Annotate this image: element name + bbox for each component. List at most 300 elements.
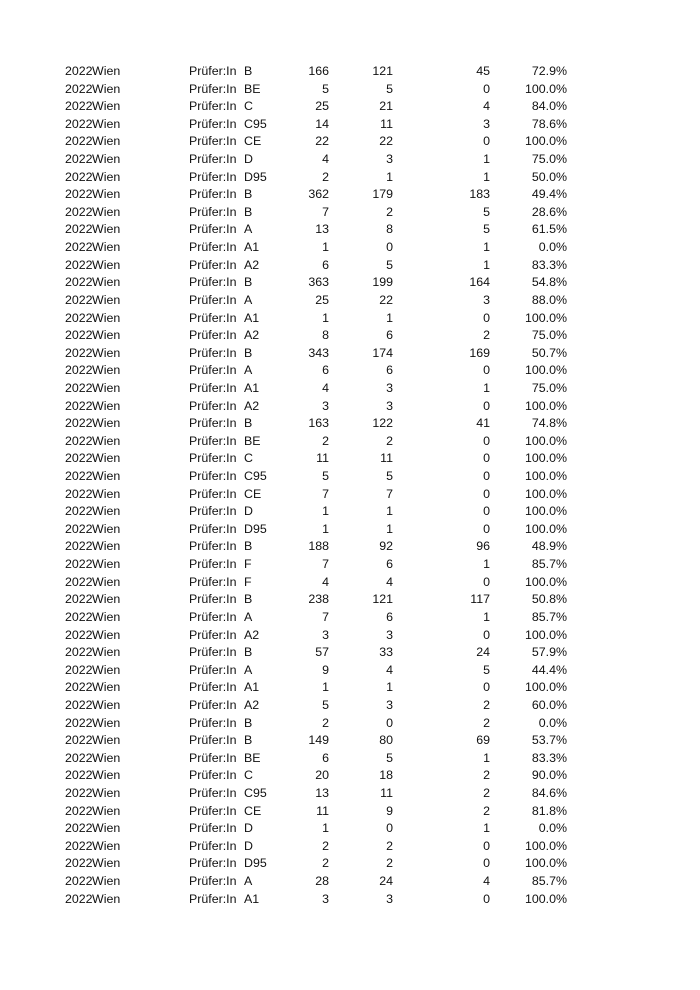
location-cell: Wien bbox=[92, 204, 121, 219]
class-cell: B bbox=[244, 275, 253, 290]
location-cell: Wien bbox=[92, 116, 121, 131]
year-cell: 2022 bbox=[65, 363, 93, 378]
class-cell: B bbox=[244, 416, 253, 431]
passed-cell: 11 bbox=[380, 116, 393, 131]
location-cell: Wien bbox=[92, 222, 121, 237]
passed-cell: 4 bbox=[386, 662, 393, 677]
location-cell: Wien bbox=[92, 557, 121, 572]
pass-rate-cell: 0.0% bbox=[538, 240, 567, 255]
location-cell: Wien bbox=[92, 169, 121, 184]
pass-rate-cell: 100.0% bbox=[524, 680, 567, 695]
pass-rate-cell: 83.3% bbox=[531, 750, 567, 765]
year-cell: 2022 bbox=[65, 645, 93, 660]
pass-rate-cell: 100.0% bbox=[524, 363, 567, 378]
total-cell: 4 bbox=[322, 152, 329, 167]
passed-cell: 5 bbox=[386, 81, 393, 96]
examiner-cell: Prüfer:In bbox=[189, 345, 237, 360]
examiner-cell: Prüfer:In bbox=[189, 803, 237, 818]
passed-cell: 3 bbox=[386, 152, 393, 167]
table-row bbox=[0, 767, 700, 785]
location-cell: Wien bbox=[92, 592, 121, 607]
total-cell: 57 bbox=[315, 645, 329, 660]
failed-cell: 3 bbox=[483, 292, 490, 307]
failed-cell: 24 bbox=[476, 645, 490, 660]
passed-cell: 3 bbox=[386, 891, 393, 906]
examiner-cell: Prüfer:In bbox=[189, 433, 237, 448]
failed-cell: 0 bbox=[483, 469, 490, 484]
pass-rate-cell: 60.0% bbox=[531, 697, 567, 712]
location-cell: Wien bbox=[92, 768, 121, 783]
class-cell: D95 bbox=[244, 856, 267, 871]
year-cell: 2022 bbox=[65, 627, 93, 642]
total-cell: 2 bbox=[322, 838, 329, 853]
failed-cell: 0 bbox=[483, 504, 490, 519]
pass-rate-cell: 85.7% bbox=[531, 609, 567, 624]
failed-cell: 5 bbox=[483, 222, 490, 237]
passed-cell: 6 bbox=[386, 328, 393, 343]
year-cell: 2022 bbox=[65, 574, 93, 589]
class-cell: F bbox=[244, 574, 252, 589]
class-cell: A bbox=[244, 609, 253, 624]
passed-cell: 199 bbox=[372, 275, 393, 290]
class-cell: B bbox=[244, 733, 253, 748]
location-cell: Wien bbox=[92, 662, 121, 677]
examiner-cell: Prüfer:In bbox=[189, 874, 237, 889]
passed-cell: 11 bbox=[380, 451, 393, 466]
location-cell: Wien bbox=[92, 64, 121, 78]
examiner-cell: Prüfer:In bbox=[189, 469, 237, 484]
passed-cell: 22 bbox=[379, 134, 393, 149]
year-cell: 2022 bbox=[65, 433, 93, 448]
table-row bbox=[0, 81, 700, 99]
total-cell: 1 bbox=[322, 821, 329, 836]
examiner-cell: Prüfer:In bbox=[189, 627, 237, 642]
passed-cell: 174 bbox=[372, 345, 393, 360]
location-cell: Wien bbox=[92, 609, 121, 624]
location-cell: Wien bbox=[92, 715, 121, 730]
total-cell: 13 bbox=[315, 222, 329, 237]
pass-rate-cell: 83.3% bbox=[531, 257, 567, 272]
examiner-cell: Prüfer:In bbox=[189, 416, 237, 431]
pass-rate-cell: 74.8% bbox=[531, 416, 567, 431]
total-cell: 1 bbox=[322, 680, 329, 695]
class-cell: A2 bbox=[244, 257, 260, 272]
total-cell: 14 bbox=[315, 116, 329, 131]
class-cell: D bbox=[244, 152, 253, 167]
passed-cell: 1 bbox=[386, 504, 393, 519]
pass-rate-cell: 100.0% bbox=[524, 469, 567, 484]
pass-rate-cell: 88.0% bbox=[531, 292, 567, 307]
pass-rate-cell: 81.8% bbox=[531, 803, 567, 818]
location-cell: Wien bbox=[92, 152, 121, 167]
failed-cell: 0 bbox=[483, 310, 490, 325]
location-cell: Wien bbox=[92, 363, 121, 378]
table-row bbox=[0, 732, 700, 750]
table-row bbox=[0, 503, 700, 521]
class-cell: B bbox=[244, 187, 253, 202]
total-cell: 238 bbox=[308, 592, 329, 607]
passed-cell: 2 bbox=[386, 204, 393, 219]
table-row bbox=[0, 380, 700, 398]
failed-cell: 41 bbox=[476, 416, 490, 431]
table-row bbox=[0, 468, 700, 486]
table-row bbox=[0, 398, 700, 416]
total-cell: 5 bbox=[322, 81, 329, 96]
class-cell: D95 bbox=[244, 521, 267, 536]
location-cell: Wien bbox=[92, 328, 121, 343]
class-cell: A bbox=[244, 662, 253, 677]
passed-cell: 6 bbox=[386, 557, 393, 572]
year-cell: 2022 bbox=[65, 204, 93, 219]
examiner-cell: Prüfer:In bbox=[189, 99, 237, 114]
year-cell: 2022 bbox=[65, 187, 93, 202]
class-cell: BE bbox=[244, 433, 261, 448]
passed-cell: 0 bbox=[386, 715, 393, 730]
examiner-cell: Prüfer:In bbox=[189, 504, 237, 519]
year-cell: 2022 bbox=[65, 715, 93, 730]
total-cell: 6 bbox=[322, 363, 329, 378]
examiner-cell: Prüfer:In bbox=[189, 134, 237, 149]
class-cell: C95 bbox=[244, 116, 267, 131]
table-row bbox=[0, 133, 700, 151]
year-cell: 2022 bbox=[65, 557, 93, 572]
class-cell: B bbox=[244, 345, 253, 360]
class-cell: B bbox=[244, 64, 253, 78]
passed-cell: 5 bbox=[386, 257, 393, 272]
examiner-cell: Prüfer:In bbox=[189, 451, 237, 466]
examiner-cell: Prüfer:In bbox=[189, 539, 237, 554]
class-cell: D bbox=[244, 821, 253, 836]
failed-cell: 0 bbox=[483, 891, 490, 906]
class-cell: B bbox=[244, 204, 253, 219]
year-cell: 2022 bbox=[65, 134, 93, 149]
year-cell: 2022 bbox=[65, 821, 93, 836]
location-cell: Wien bbox=[92, 627, 121, 642]
passed-cell: 0 bbox=[386, 240, 393, 255]
examiner-cell: Prüfer:In bbox=[189, 697, 237, 712]
total-cell: 163 bbox=[308, 416, 329, 431]
total-cell: 363 bbox=[308, 275, 329, 290]
table-row bbox=[0, 169, 700, 187]
pass-rate-cell: 100.0% bbox=[524, 486, 567, 501]
failed-cell: 1 bbox=[483, 257, 490, 272]
examiner-cell: Prüfer:In bbox=[189, 733, 237, 748]
year-cell: 2022 bbox=[65, 486, 93, 501]
pass-rate-cell: 0.0% bbox=[538, 821, 567, 836]
year-cell: 2022 bbox=[65, 81, 93, 96]
year-cell: 2022 bbox=[65, 275, 93, 290]
passed-cell: 21 bbox=[379, 99, 393, 114]
location-cell: Wien bbox=[92, 574, 121, 589]
passed-cell: 6 bbox=[386, 363, 393, 378]
passed-cell: 3 bbox=[386, 398, 393, 413]
passed-cell: 1 bbox=[386, 680, 393, 695]
pass-rate-cell: 28.6% bbox=[531, 204, 567, 219]
passed-cell: 18 bbox=[379, 768, 393, 783]
pass-rate-cell: 53.7% bbox=[531, 733, 567, 748]
examiner-cell: Prüfer:In bbox=[189, 592, 237, 607]
pass-rate-cell: 100.0% bbox=[524, 574, 567, 589]
failed-cell: 2 bbox=[483, 328, 490, 343]
location-cell: Wien bbox=[92, 469, 121, 484]
year-cell: 2022 bbox=[65, 838, 93, 853]
examiner-cell: Prüfer:In bbox=[189, 768, 237, 783]
year-cell: 2022 bbox=[65, 310, 93, 325]
year-cell: 2022 bbox=[65, 874, 93, 889]
class-cell: C bbox=[244, 451, 253, 466]
pass-rate-cell: 50.0% bbox=[531, 169, 567, 184]
location-cell: Wien bbox=[92, 292, 121, 307]
total-cell: 5 bbox=[322, 697, 329, 712]
total-cell: 11 bbox=[316, 803, 329, 818]
failed-cell: 0 bbox=[483, 363, 490, 378]
examiner-cell: Prüfer:In bbox=[189, 609, 237, 624]
year-cell: 2022 bbox=[65, 891, 93, 906]
examiner-cell: Prüfer:In bbox=[189, 275, 237, 290]
total-cell: 362 bbox=[308, 187, 329, 202]
failed-cell: 0 bbox=[483, 81, 490, 96]
class-cell: BE bbox=[244, 750, 261, 765]
year-cell: 2022 bbox=[65, 64, 93, 78]
passed-cell: 0 bbox=[386, 821, 393, 836]
examiner-cell: Prüfer:In bbox=[189, 645, 237, 660]
location-cell: Wien bbox=[92, 398, 121, 413]
passed-cell: 122 bbox=[372, 416, 393, 431]
class-cell: A2 bbox=[244, 398, 260, 413]
pass-rate-cell: 49.4% bbox=[531, 187, 567, 202]
location-cell: Wien bbox=[92, 785, 121, 800]
year-cell: 2022 bbox=[65, 328, 93, 343]
table-row bbox=[0, 697, 700, 715]
pass-rate-cell: 57.9% bbox=[531, 645, 567, 660]
location-cell: Wien bbox=[92, 275, 121, 290]
table-row bbox=[0, 292, 700, 310]
passed-cell: 3 bbox=[386, 380, 393, 395]
failed-cell: 0 bbox=[483, 838, 490, 853]
year-cell: 2022 bbox=[65, 680, 93, 695]
pass-rate-cell: 100.0% bbox=[524, 451, 567, 466]
table-row bbox=[0, 521, 700, 539]
failed-cell: 164 bbox=[469, 275, 490, 290]
location-cell: Wien bbox=[92, 345, 121, 360]
location-cell: Wien bbox=[92, 750, 121, 765]
class-cell: D bbox=[244, 838, 253, 853]
total-cell: 149 bbox=[308, 733, 329, 748]
year-cell: 2022 bbox=[65, 345, 93, 360]
table-row bbox=[0, 838, 700, 856]
year-cell: 2022 bbox=[65, 416, 93, 431]
pass-rate-cell: 75.0% bbox=[531, 152, 567, 167]
pass-rate-cell: 44.4% bbox=[531, 662, 567, 677]
location-cell: Wien bbox=[92, 486, 121, 501]
failed-cell: 4 bbox=[483, 99, 490, 114]
total-cell: 2 bbox=[322, 169, 329, 184]
class-cell: B bbox=[244, 539, 253, 554]
failed-cell: 0 bbox=[483, 574, 490, 589]
table-row bbox=[0, 486, 700, 504]
location-cell: Wien bbox=[92, 240, 121, 255]
year-cell: 2022 bbox=[65, 152, 93, 167]
class-cell: A bbox=[244, 292, 253, 307]
class-cell: CE bbox=[244, 486, 262, 501]
table-row bbox=[0, 679, 700, 697]
class-cell: A2 bbox=[244, 627, 260, 642]
class-cell: CE bbox=[244, 134, 262, 149]
failed-cell: 0 bbox=[483, 451, 490, 466]
year-cell: 2022 bbox=[65, 733, 93, 748]
table-row bbox=[0, 239, 700, 257]
table-row bbox=[0, 186, 700, 204]
passed-cell: 92 bbox=[379, 539, 393, 554]
table-row bbox=[0, 750, 700, 768]
table-row bbox=[0, 556, 700, 574]
examiner-cell: Prüfer:In bbox=[189, 821, 237, 836]
table-row bbox=[0, 63, 700, 81]
total-cell: 2 bbox=[322, 715, 329, 730]
total-cell: 28 bbox=[315, 874, 329, 889]
pass-rate-cell: 100.0% bbox=[524, 521, 567, 536]
examiner-cell: Prüfer:In bbox=[189, 574, 237, 589]
failed-cell: 1 bbox=[483, 380, 490, 395]
passed-cell: 2 bbox=[386, 433, 393, 448]
location-cell: Wien bbox=[92, 803, 121, 818]
class-cell: B bbox=[244, 645, 253, 660]
passed-cell: 1 bbox=[386, 169, 393, 184]
examiner-cell: Prüfer:In bbox=[189, 64, 237, 78]
total-cell: 4 bbox=[322, 574, 329, 589]
total-cell: 7 bbox=[322, 486, 329, 501]
pass-rate-cell: 100.0% bbox=[524, 433, 567, 448]
year-cell: 2022 bbox=[65, 116, 93, 131]
year-cell: 2022 bbox=[65, 609, 93, 624]
passed-cell: 3 bbox=[386, 697, 393, 712]
passed-cell: 1 bbox=[386, 310, 393, 325]
examiner-cell: Prüfer:In bbox=[189, 292, 237, 307]
class-cell: D bbox=[244, 504, 253, 519]
passed-cell: 2 bbox=[386, 838, 393, 853]
total-cell: 25 bbox=[315, 292, 329, 307]
examiner-cell: Prüfer:In bbox=[189, 785, 237, 800]
failed-cell: 0 bbox=[483, 433, 490, 448]
location-cell: Wien bbox=[92, 697, 121, 712]
year-cell: 2022 bbox=[65, 750, 93, 765]
year-cell: 2022 bbox=[65, 240, 93, 255]
year-cell: 2022 bbox=[65, 257, 93, 272]
pass-rate-cell: 100.0% bbox=[524, 398, 567, 413]
total-cell: 13 bbox=[315, 785, 329, 800]
passed-cell: 9 bbox=[386, 803, 393, 818]
pass-rate-cell: 100.0% bbox=[524, 134, 567, 149]
examiner-cell: Prüfer:In bbox=[189, 81, 237, 96]
passed-cell: 6 bbox=[386, 609, 393, 624]
location-cell: Wien bbox=[92, 451, 121, 466]
class-cell: A1 bbox=[244, 310, 260, 325]
class-cell: B bbox=[244, 592, 253, 607]
failed-cell: 3 bbox=[483, 116, 490, 131]
examiner-cell: Prüfer:In bbox=[189, 856, 237, 871]
passed-cell: 33 bbox=[379, 645, 393, 660]
examiner-cell: Prüfer:In bbox=[189, 240, 237, 255]
pass-rate-cell: 100.0% bbox=[524, 310, 567, 325]
passed-cell: 7 bbox=[386, 486, 393, 501]
total-cell: 3 bbox=[322, 398, 329, 413]
total-cell: 7 bbox=[322, 204, 329, 219]
location-cell: Wien bbox=[92, 99, 121, 114]
table-row bbox=[0, 574, 700, 592]
failed-cell: 1 bbox=[483, 557, 490, 572]
location-cell: Wien bbox=[92, 856, 121, 871]
spreadsheet-table bbox=[0, 63, 700, 908]
year-cell: 2022 bbox=[65, 292, 93, 307]
failed-cell: 169 bbox=[469, 345, 490, 360]
pass-rate-cell: 90.0% bbox=[531, 768, 567, 783]
location-cell: Wien bbox=[92, 521, 121, 536]
year-cell: 2022 bbox=[65, 398, 93, 413]
examiner-cell: Prüfer:In bbox=[189, 750, 237, 765]
passed-cell: 22 bbox=[379, 292, 393, 307]
class-cell: F bbox=[244, 557, 252, 572]
total-cell: 2 bbox=[322, 433, 329, 448]
failed-cell: 0 bbox=[483, 856, 490, 871]
year-cell: 2022 bbox=[65, 504, 93, 519]
table-row bbox=[0, 609, 700, 627]
failed-cell: 117 bbox=[470, 592, 490, 607]
year-cell: 2022 bbox=[65, 380, 93, 395]
total-cell: 20 bbox=[315, 768, 329, 783]
year-cell: 2022 bbox=[65, 592, 93, 607]
year-cell: 2022 bbox=[65, 451, 93, 466]
table-row bbox=[0, 644, 700, 662]
year-cell: 2022 bbox=[65, 785, 93, 800]
location-cell: Wien bbox=[92, 187, 121, 202]
table-row bbox=[0, 873, 700, 891]
class-cell: A bbox=[244, 874, 253, 889]
pass-rate-cell: 100.0% bbox=[524, 838, 567, 853]
year-cell: 2022 bbox=[65, 222, 93, 237]
examiner-cell: Prüfer:In bbox=[189, 222, 237, 237]
examiner-cell: Prüfer:In bbox=[189, 204, 237, 219]
pass-rate-cell: 48.9% bbox=[531, 539, 567, 554]
table-row bbox=[0, 538, 700, 556]
passed-cell: 4 bbox=[386, 574, 393, 589]
pass-rate-cell: 84.6% bbox=[531, 785, 567, 800]
location-cell: Wien bbox=[92, 539, 121, 554]
table-row bbox=[0, 803, 700, 821]
total-cell: 166 bbox=[308, 64, 329, 78]
year-cell: 2022 bbox=[65, 662, 93, 677]
total-cell: 22 bbox=[315, 134, 329, 149]
total-cell: 1 bbox=[322, 504, 329, 519]
examiner-cell: Prüfer:In bbox=[189, 169, 237, 184]
year-cell: 2022 bbox=[65, 539, 93, 554]
location-cell: Wien bbox=[92, 416, 121, 431]
pass-rate-cell: 72.9% bbox=[531, 64, 567, 78]
year-cell: 2022 bbox=[65, 469, 93, 484]
passed-cell: 5 bbox=[386, 750, 393, 765]
table-row bbox=[0, 591, 700, 609]
failed-cell: 1 bbox=[483, 609, 490, 624]
failed-cell: 1 bbox=[483, 750, 490, 765]
total-cell: 8 bbox=[322, 328, 329, 343]
location-cell: Wien bbox=[92, 874, 121, 889]
total-cell: 3 bbox=[322, 891, 329, 906]
table-row bbox=[0, 662, 700, 680]
table-row bbox=[0, 855, 700, 873]
passed-cell: 80 bbox=[379, 733, 393, 748]
pass-rate-cell: 54.8% bbox=[531, 275, 567, 290]
pass-rate-cell: 0.0% bbox=[538, 715, 567, 730]
examiner-cell: Prüfer:In bbox=[189, 891, 237, 906]
